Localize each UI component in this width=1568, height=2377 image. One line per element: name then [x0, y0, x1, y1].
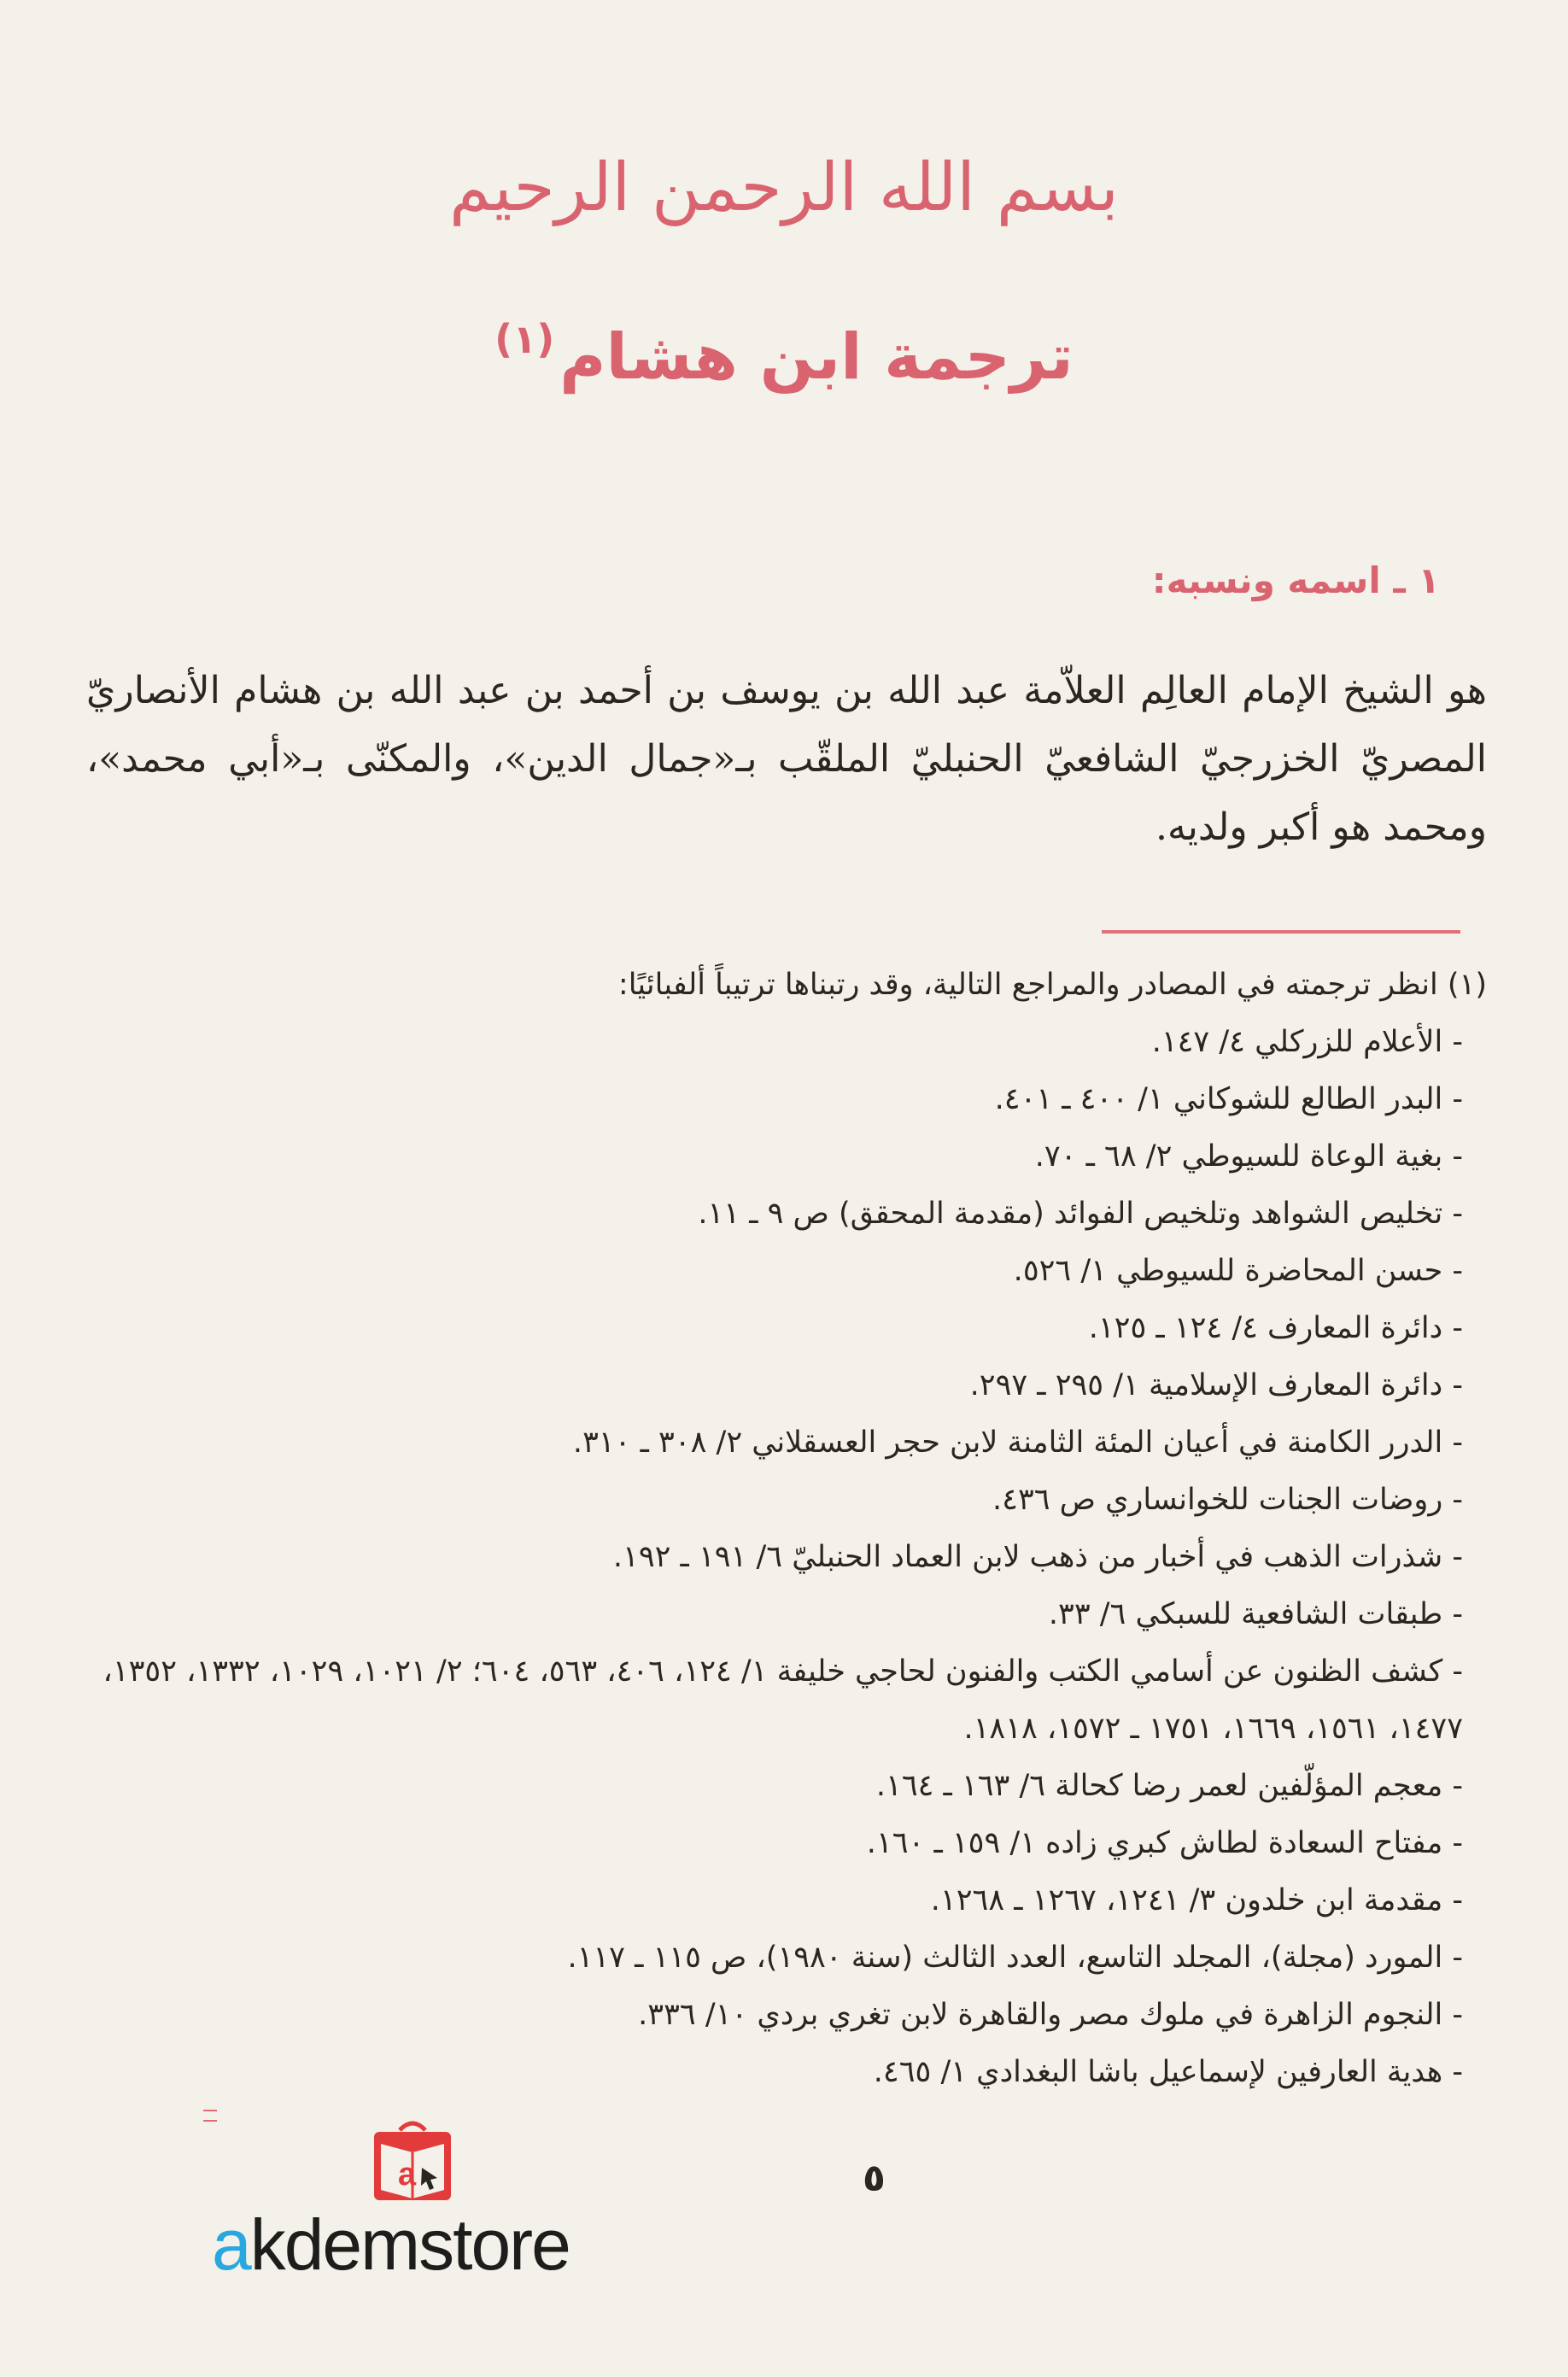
footnote-intro: (١) انظر ترجمته في المصادر والمراجع التالية، وقد رتبناها ترتيباً ألفبائيًا: — [617, 968, 1487, 1002]
footnote-block — [86, 957, 1487, 2101]
page-number: ٥ — [863, 2157, 886, 2200]
reference-item: - هدية العارفين لإسماعيل باشا البغدادي ١/ ٤٦٥. — [86, 2044, 1463, 2101]
reference-item: - شذرات الذهب في أخبار من ذهب لابن العماد الحنبليّ ٦/ ١٩١ ـ ١٩٢. — [86, 1529, 1463, 1586]
akdemstore-watermark — [212, 2118, 622, 2289]
footnote-divider — [1102, 930, 1460, 934]
reference-item: - النجوم الزاهرة في ملوك مصر والقاهرة لابن تغري بردي ١٠/ ٣٣٦. — [86, 1987, 1463, 2044]
reference-item: - البدر الطالع للشوكاني ١/ ٤٠٠ ـ ٤٠١. — [86, 1071, 1463, 1128]
reference-item: - تخليص الشواهد وتلخيص الفوائد (مقدمة المحقق) ص ٩ ـ ١١. — [86, 1186, 1463, 1243]
logo-icon-letter: a — [398, 2157, 417, 2193]
title-footnote-ref: (١) — [494, 316, 555, 362]
brand-wordmark — [212, 2204, 570, 2286]
reference-item: - طبقات الشافعية للسبكي ٦/ ٣٣. — [86, 1586, 1463, 1643]
reference-item: - دائرة المعارف ٤/ ١٢٤ ـ ١٢٥. — [86, 1300, 1463, 1357]
footnote-references — [86, 1014, 1487, 2101]
page-title — [0, 316, 1568, 394]
title-text: ترجمة ابن هشام — [559, 320, 1074, 394]
reference-item: - بغية الوعاة للسيوطي ٢/ ٦٨ ـ ٧٠. — [86, 1128, 1463, 1186]
reference-item: - مفتاح السعادة لطاش كبري زاده ١/ ١٥٩ ـ ١٦٠. — [86, 1815, 1463, 1872]
reference-item: - حسن المحاضرة للسيوطي ١/ ٥٢٦. — [86, 1243, 1463, 1300]
biography-paragraph: هو الشيخ الإمام العالِم العلاّمة عبد الله بن يوسف بن أحمد بن عبد الله بن هشام الأنصاريّ المصريّ الخزرجيّ الشافعيّ الحنبليّ الملقّب بـ«جمال الدين»، والمكنّى بـ«أبي محمد»، ومحمد هو أكبر ولديه. — [86, 669, 1487, 849]
reference-item: - المورد (مجلة)، المجلد التاسع، العدد الثالث (سنة ١٩٨٠)، ص ١١٥ ـ ١١٧. — [86, 1929, 1463, 1987]
reference-item: - معجم المؤلّفين لعمر رضا كحالة ٦/ ١٦٣ ـ ١٦٤. — [86, 1758, 1463, 1815]
basmala-heading: بسم الله الرحمن الرحيم — [449, 149, 1119, 226]
reference-item: - كشف الظنون عن أسامي الكتب والفنون لحاجي خليفة ١/ ١٢٤، ٤٠٦، ٥٦٣، ٦٠٤؛ ٢/ ١٠٢١، ١٠٢٩، ١٣٣٢، ١٣٥٢، ١٤٧٧، ١٥٦١، ١٦٦٩، ١٧٥١ ـ ١٥٧٢، ١٨١٨. — [86, 1643, 1463, 1758]
reference-item: - الدرر الكامنة في أعيان المئة الثامنة لابن حجر العسقلاني ٢/ ٣٠٨ ـ ٣١٠. — [86, 1414, 1463, 1472]
reference-item: - مقدمة ابن خلدون ٣/ ١٢٤١، ١٢٦٧ ـ ١٢٦٨. — [86, 1872, 1463, 1929]
reference-item: - روضات الجنات للخوانساري ص ٤٣٦. — [86, 1472, 1463, 1529]
brand-initial: a — [212, 2204, 250, 2285]
section-heading: ١ ـ اسمه ونسبه: — [1151, 559, 1440, 601]
reference-item: - دائرة المعارف الإسلامية ١/ ٢٩٥ ـ ٢٩٧. — [86, 1357, 1463, 1414]
reference-item: - الأعلام للزركلي ٤/ ١٤٧. — [86, 1014, 1463, 1071]
book-cart-icon — [366, 2118, 459, 2214]
brand-name: kdemstore — [249, 2204, 570, 2285]
